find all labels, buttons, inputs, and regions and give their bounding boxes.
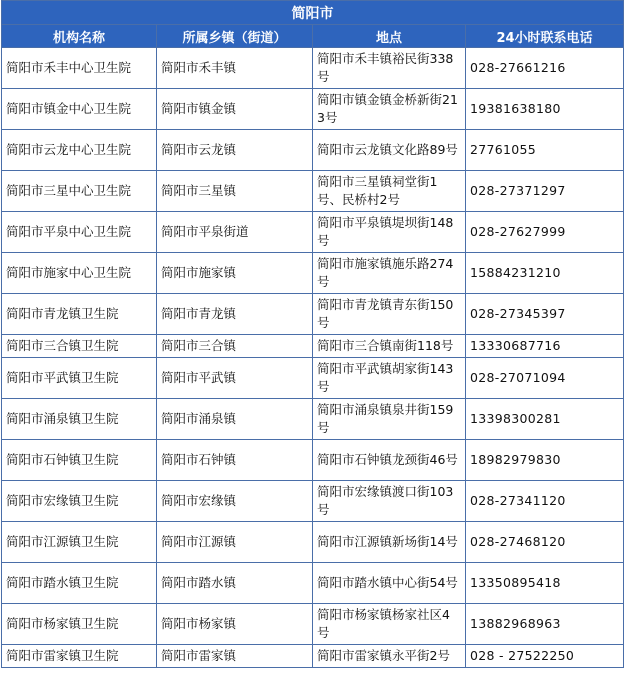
table-row [2, 440, 624, 481]
cell-address: 简阳市禾丰镇裕民街338号 [313, 48, 466, 89]
cell-name: 简阳市青龙镇卫生院 [2, 294, 157, 335]
table-row [2, 604, 624, 645]
cell-address: 简阳市涌泉镇泉井街159号 [313, 399, 466, 440]
cell-town: 简阳市云龙镇 [157, 130, 313, 171]
table-row [2, 89, 624, 130]
cell-name: 简阳市石钟镇卫生院 [2, 440, 157, 481]
health-center-table [1, 0, 624, 668]
table-row [2, 335, 624, 358]
cell-town: 简阳市江源镇 [157, 522, 313, 563]
cell-address: 简阳市平泉镇堤坝街148号 [313, 212, 466, 253]
cell-address: 简阳市青龙镇青东街150号 [313, 294, 466, 335]
cell-town: 简阳市涌泉镇 [157, 399, 313, 440]
cell-phone: 18982979830 [466, 440, 624, 481]
cell-town: 简阳市青龙镇 [157, 294, 313, 335]
table-row [2, 481, 624, 522]
cell-address: 简阳市雷家镇永平街2号 [313, 645, 466, 668]
table-row [2, 171, 624, 212]
table-row [2, 212, 624, 253]
cell-address: 简阳市杨家镇杨家社区4号 [313, 604, 466, 645]
cell-phone: 19381638180 [466, 89, 624, 130]
table-row [2, 130, 624, 171]
column-header-town: 所属乡镇（街道） [157, 25, 313, 48]
cell-town: 简阳市石钟镇 [157, 440, 313, 481]
cell-phone: 028 - 27522250 [466, 645, 624, 668]
cell-address: 简阳市石钟镇龙颈街46号 [313, 440, 466, 481]
cell-name: 简阳市平泉中心卫生院 [2, 212, 157, 253]
column-header-address: 地点 [313, 25, 466, 48]
table-row [2, 522, 624, 563]
table-row [2, 294, 624, 335]
cell-town: 简阳市三合镇 [157, 335, 313, 358]
cell-town: 简阳市镇金镇 [157, 89, 313, 130]
cell-name: 简阳市涌泉镇卫生院 [2, 399, 157, 440]
cell-address: 简阳市踏水镇中心街54号 [313, 563, 466, 604]
cell-town: 简阳市三星镇 [157, 171, 313, 212]
cell-name: 简阳市踏水镇卫生院 [2, 563, 157, 604]
cell-name: 简阳市三星中心卫生院 [2, 171, 157, 212]
cell-phone: 15884231210 [466, 253, 624, 294]
cell-phone: 028-27627999 [466, 212, 624, 253]
cell-phone: 028-27071094 [466, 358, 624, 399]
cell-phone: 028-27661216 [466, 48, 624, 89]
cell-phone: 13350895418 [466, 563, 624, 604]
cell-phone: 13882968963 [466, 604, 624, 645]
cell-address: 简阳市三合镇南街118号 [313, 335, 466, 358]
cell-town: 简阳市平武镇 [157, 358, 313, 399]
cell-name: 简阳市杨家镇卫生院 [2, 604, 157, 645]
cell-name: 简阳市雷家镇卫生院 [2, 645, 157, 668]
cell-name: 简阳市禾丰中心卫生院 [2, 48, 157, 89]
cell-town: 简阳市杨家镇 [157, 604, 313, 645]
cell-town: 简阳市禾丰镇 [157, 48, 313, 89]
cell-phone: 13398300281 [466, 399, 624, 440]
table-row [2, 48, 624, 89]
cell-phone: 028-27468120 [466, 522, 624, 563]
cell-name: 简阳市云龙中心卫生院 [2, 130, 157, 171]
table-row [2, 563, 624, 604]
cell-town: 简阳市平泉街道 [157, 212, 313, 253]
cell-address: 简阳市施家镇施乐路274号 [313, 253, 466, 294]
cell-town: 简阳市雷家镇 [157, 645, 313, 668]
cell-phone: 27761055 [466, 130, 624, 171]
column-header-phone: 24小时联系电话 [466, 25, 624, 48]
table-row [2, 358, 624, 399]
table-title: 简阳市 [2, 1, 624, 25]
cell-name: 简阳市江源镇卫生院 [2, 522, 157, 563]
cell-name: 简阳市三合镇卫生院 [2, 335, 157, 358]
cell-town: 简阳市踏水镇 [157, 563, 313, 604]
table-row [2, 645, 624, 668]
cell-name: 简阳市宏缘镇卫生院 [2, 481, 157, 522]
table-row [2, 253, 624, 294]
cell-name: 简阳市平武镇卫生院 [2, 358, 157, 399]
cell-name: 简阳市施家中心卫生院 [2, 253, 157, 294]
cell-town: 简阳市宏缘镇 [157, 481, 313, 522]
cell-address: 简阳市宏缘镇渡口街103号 [313, 481, 466, 522]
cell-phone: 028-27341120 [466, 481, 624, 522]
cell-phone: 13330687716 [466, 335, 624, 358]
cell-address: 简阳市三星镇祠堂街1号、民桥村2号 [313, 171, 466, 212]
cell-phone: 028-27371297 [466, 171, 624, 212]
cell-address: 简阳市镇金镇金桥新街213号 [313, 89, 466, 130]
cell-phone: 028-27345397 [466, 294, 624, 335]
table-row [2, 399, 624, 440]
cell-address: 简阳市平武镇胡家街143号 [313, 358, 466, 399]
cell-address: 简阳市云龙镇文化路89号 [313, 130, 466, 171]
column-header-name: 机构名称 [2, 25, 157, 48]
cell-address: 简阳市江源镇新场街14号 [313, 522, 466, 563]
cell-name: 简阳市镇金中心卫生院 [2, 89, 157, 130]
cell-town: 简阳市施家镇 [157, 253, 313, 294]
